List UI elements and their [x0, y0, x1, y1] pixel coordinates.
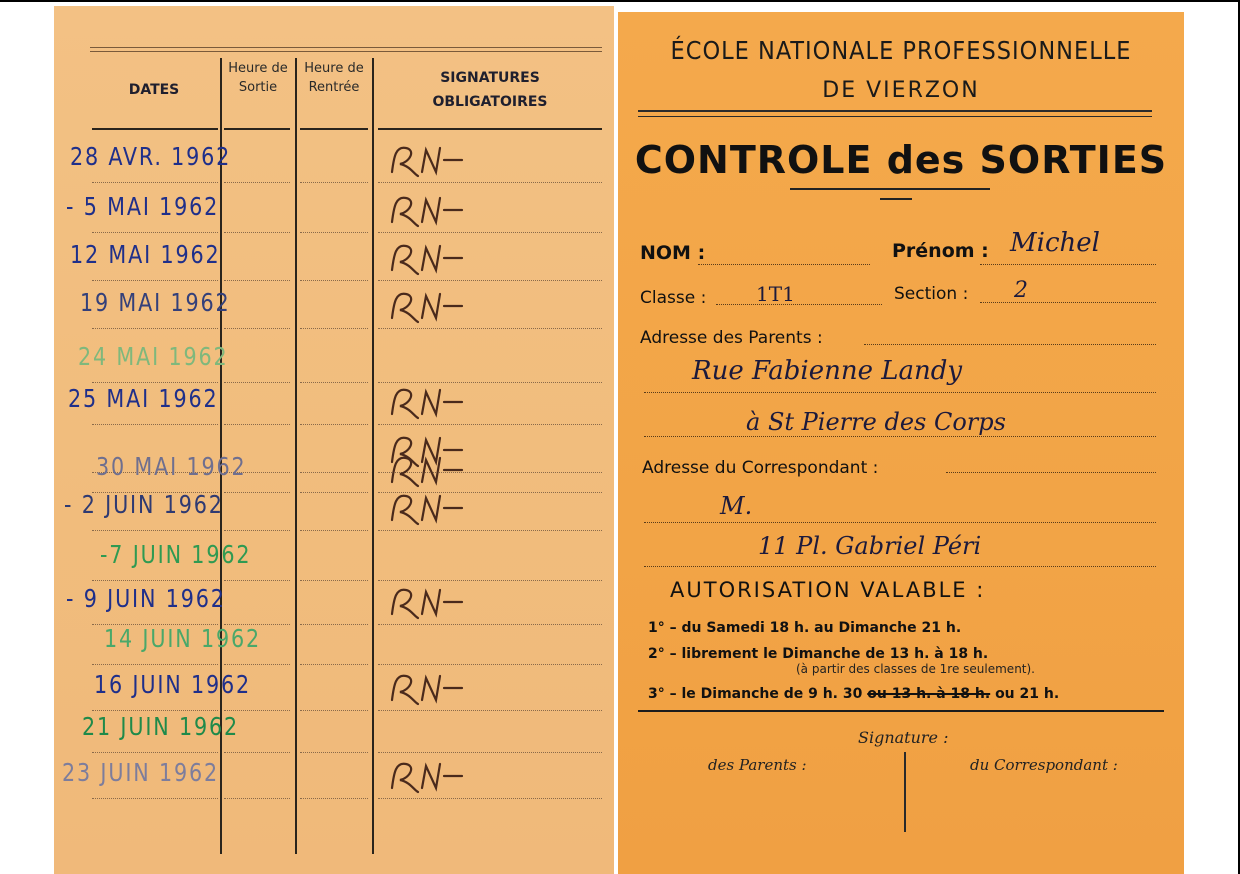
row-line: [300, 664, 368, 665]
nom-label: NOM :: [640, 242, 706, 264]
row-line: [300, 492, 368, 493]
top-double-rule: [90, 47, 602, 48]
date-stamp: - 2 JUIN 1962: [64, 490, 224, 519]
row-line: [224, 710, 290, 711]
row-line: [92, 424, 218, 425]
adresse-correspondant-value-1: M.: [720, 492, 753, 520]
row-line: [92, 530, 218, 531]
date-stamp: 14 JUIN 1962: [104, 624, 262, 653]
signature-mark: [384, 580, 514, 628]
row-line: [300, 798, 368, 799]
row-line: [300, 382, 368, 383]
card-title: CONTROLE des SORTIES: [634, 138, 1168, 182]
signature-divider: [904, 752, 906, 832]
adresse-parents-field: [864, 344, 1156, 345]
date-stamp: 12 MAI 1962: [70, 240, 221, 269]
adresse-parents-label: Adresse des Parents :: [640, 328, 823, 348]
row-line: [224, 664, 290, 665]
date-stamp: 24 MAI 1962: [78, 342, 229, 371]
row-line: [300, 424, 368, 425]
date-stamp: 25 MAI 1962: [68, 384, 219, 413]
row-line: [300, 472, 368, 473]
row-line: [224, 530, 290, 531]
adresse-correspondant-line2: [644, 566, 1156, 567]
date-stamp: -7 JUIN 1962: [100, 540, 252, 569]
row-line: [300, 710, 368, 711]
date-stamp: - 5 MAI 1962: [66, 192, 220, 221]
row-line: [378, 752, 602, 753]
prenom-field: [980, 264, 1156, 265]
nom-field: [698, 264, 870, 265]
classe-value: 1T1: [756, 282, 795, 306]
row-line: [224, 798, 290, 799]
row-line: [92, 798, 218, 799]
row-line: [92, 328, 218, 329]
section-label: Section :: [894, 284, 969, 304]
adresse-parents-value-1: Rue Fabienne Landy: [692, 356, 963, 386]
row-line: [224, 752, 290, 753]
autorisation-title: AUTORISATION VALABLE :: [670, 578, 986, 602]
header-rule: [300, 128, 368, 130]
adresse-correspondant-value-2: 11 Pl. Gabriel Péri: [758, 532, 982, 560]
header-rule: [92, 128, 218, 130]
title-dash: [880, 198, 912, 200]
row-line: [300, 752, 368, 753]
top-border: [0, 0, 1240, 2]
signature-mark: [384, 284, 514, 332]
row-line: [92, 710, 218, 711]
authorization-2-note: (à partir des classes de 1re seulement).: [796, 662, 1035, 676]
column-divider-2: [295, 58, 297, 854]
header-signatures: SIGNATURES OBLIGATOIRES: [432, 70, 548, 110]
row-line: [378, 664, 602, 665]
prenom-value: Michel: [1010, 228, 1100, 258]
classe-label: Classe :: [640, 288, 707, 308]
signature-mark: [384, 666, 514, 714]
signature-correspondant-label: du Correspondant :: [970, 756, 1118, 774]
row-line: [300, 624, 368, 625]
signature-mark: [384, 236, 514, 284]
date-stamp: 28 AVR. 1962: [70, 142, 232, 171]
authorization-3-suffix: ou 21 h.: [995, 686, 1060, 702]
title-underline: [790, 188, 990, 190]
row-line: [224, 280, 290, 281]
section-field: [980, 302, 1156, 303]
adresse-parents-line2: [644, 436, 1156, 437]
header-rule: [378, 128, 602, 130]
row-line: [224, 492, 290, 493]
authorization-2: 2° – librement le Dimanche de 13 h. à 18 h.: [648, 646, 989, 662]
row-line: [300, 328, 368, 329]
row-line: [92, 182, 218, 183]
row-line: [224, 580, 290, 581]
row-line: [300, 280, 368, 281]
row-line: [300, 530, 368, 531]
row-line: [92, 580, 218, 581]
row-line: [92, 280, 218, 281]
signature-label: Signature :: [858, 728, 949, 747]
authorization-1: 1° – du Samedi 18 h. au Dimanche 21 h.: [648, 620, 962, 636]
header-rule: [224, 128, 290, 130]
adresse-parents-line1: [644, 392, 1156, 393]
row-line: [92, 232, 218, 233]
prenom-label: Prénom :: [892, 240, 989, 262]
signature-mark: [384, 486, 514, 534]
row-line: [224, 232, 290, 233]
adresse-correspondant-field: [946, 472, 1156, 473]
row-line: [300, 182, 368, 183]
date-stamp: 30 MAI 1962: [96, 452, 247, 481]
signature-mark: [384, 188, 514, 236]
column-divider-3: [372, 58, 374, 854]
signature-mark: [384, 138, 514, 186]
row-line: [92, 664, 218, 665]
row-line: [300, 232, 368, 233]
row-line: [92, 382, 218, 383]
authorization-3-struck: ou 13 h. à 18 h.: [867, 686, 991, 702]
authorization-3-prefix: 3° – le Dimanche de 9 h. 30: [648, 686, 863, 702]
header-heure-sortie: Heure de Sortie: [228, 61, 288, 95]
top-double-rule-2: [90, 51, 602, 52]
signature-parents-label: des Parents :: [708, 756, 807, 774]
title-rule-2: [638, 116, 1152, 117]
date-stamp: 21 JUIN 1962: [82, 712, 240, 741]
row-line: [224, 328, 290, 329]
exit-log-card: [54, 6, 614, 874]
row-line: [300, 580, 368, 581]
signature-rule: [638, 710, 1164, 712]
authorization-3: [648, 686, 1059, 702]
date-stamp: 23 JUIN 1962: [62, 758, 220, 787]
header-dates: DATES: [128, 82, 180, 98]
row-line: [224, 182, 290, 183]
header-heure-rentree: Heure de Rentrée: [304, 61, 364, 95]
adresse-correspondant-label: Adresse du Correspondant :: [642, 458, 879, 478]
row-line: [224, 382, 290, 383]
title-rule: [638, 110, 1152, 112]
date-stamp: - 9 JUIN 1962: [66, 584, 226, 613]
adresse-correspondant-line1: [644, 522, 1156, 523]
date-stamp: 16 JUIN 1962: [94, 670, 252, 699]
control-card: [618, 12, 1184, 874]
school-city: DE VIERZON: [822, 78, 980, 103]
school-name: ÉCOLE NATIONALE PROFESSIONNELLE: [670, 36, 1132, 65]
section-value: 2: [1014, 278, 1028, 303]
date-stamp: 19 MAI 1962: [80, 288, 231, 317]
row-line: [92, 752, 218, 753]
classe-field: [716, 304, 882, 305]
signature-mark: [384, 754, 514, 802]
signature-mark: [384, 380, 514, 428]
adresse-parents-value-2: à St Pierre des Corps: [746, 408, 1006, 436]
row-line: [224, 424, 290, 425]
